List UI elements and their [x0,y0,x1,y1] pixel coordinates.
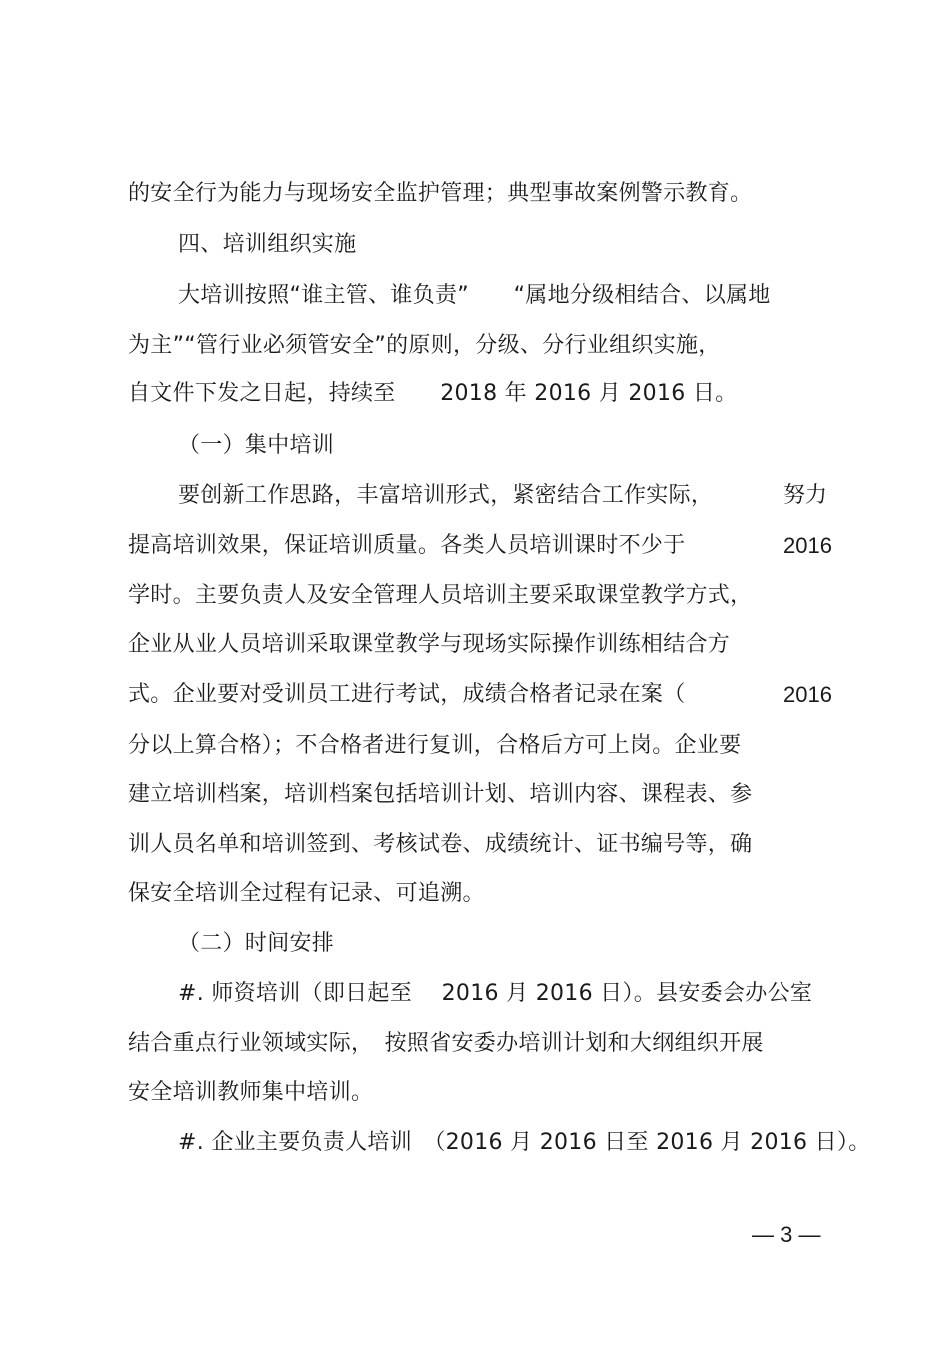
body-line: #. 企业主要负责人培训 （2016 月 2016 日至 2016 月 2016 日）。 [178,1130,871,1155]
body-line: 式。企业要对受训员工进行考试，成绩合格者记录在案（ [128,682,686,707]
subsection-heading: （二）时间安排 [178,931,335,956]
body-line: 大培训按照“谁主管、谁负责” “属地分级相结合、以属地 [178,283,771,308]
body-line: 分以上算合格）；不合格者进行复训，合格后方可上岗。企业要 [128,733,742,758]
page-number: — 3 — [752,1222,821,1247]
body-line: 安全培训教师集中培训。 [128,1080,374,1105]
body-line: 训人员名单和培训签到、考核试卷、成绩统计、证书编号等，确 [128,832,753,857]
body-line: 的安全行为能力与现场安全监护管理；典型事故案例警示教育。 [128,181,753,206]
body-line-tail: 2016 [783,682,832,707]
body-line: 自文件下发之日起，持续至 2018 年 2016 月 2016 日。 [128,381,738,406]
body-line: 企业从业人员培训采取课堂教学与现场实际操作训练相结合方 [128,632,731,657]
body-line: 建立培训档案，培训档案包括培训计划、培训内容、课程表、参 [128,782,753,807]
body-line: 结合重点行业领域实际， 按照省安委办培训计划和大纲组织开展 [128,1031,764,1056]
body-line: 保安全培训全过程有记录、可追溯。 [128,881,485,906]
body-line: 学时。主要负责人及安全管理人员培训主要采取课堂教学方式， [128,583,753,608]
body-line: 提高培训效果，保证培训质量。各类人员培训课时不少于 [128,533,686,558]
subsection-heading: （一）集中培训 [178,433,335,458]
section-heading: 四、培训组织实施 [178,232,357,257]
body-line: #. 师资培训（即日起至 2016 月 2016 日）。县安委会办公室 [178,981,813,1006]
body-line-tail: 努力 [783,483,828,508]
body-line: 要创新工作思路，丰富培训形式，紧密结合工作实际， [178,483,714,508]
body-line-tail: 2016 [783,533,832,558]
body-line: 为主”“管行业必须管安全”的原则，分级、分行业组织实施， [128,333,721,358]
